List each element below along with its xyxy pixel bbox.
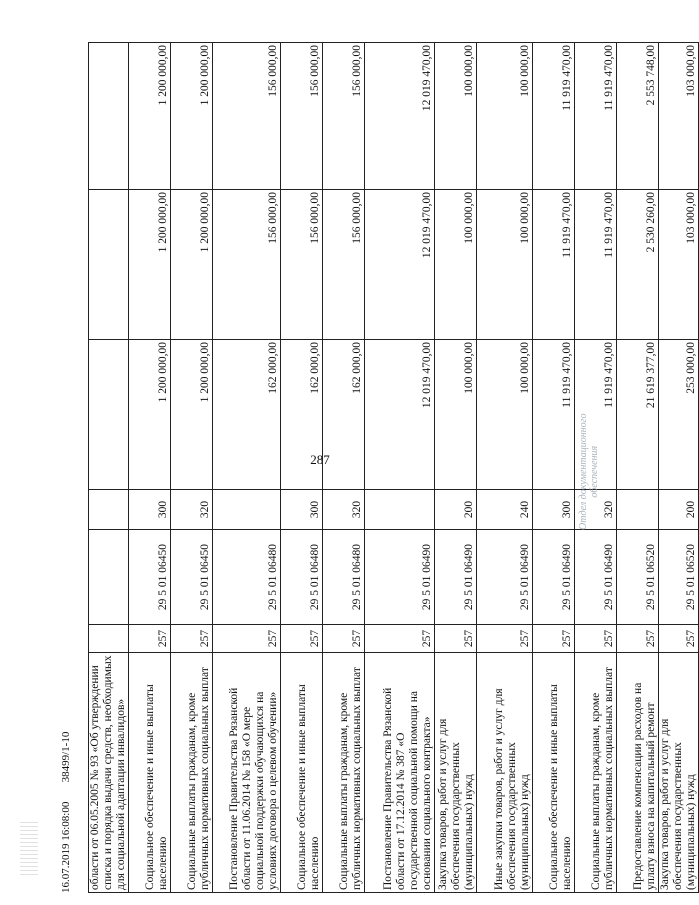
cell-name: Социальные выплаты гражданам, кроме публичных нормативных социальных выплат <box>575 653 617 893</box>
table-row <box>129 43 171 893</box>
cell-vr <box>213 490 281 530</box>
cell-code: 257 <box>171 625 213 653</box>
cell-name: Социальное обеспечение и иные выплаты населению <box>129 653 171 893</box>
cell-csr: 29 5 01 06490 <box>575 530 617 625</box>
cell-a: 21 619 377,00 <box>617 340 659 490</box>
cell-c: 156 000,00 <box>281 43 323 190</box>
budget-table-container <box>88 43 697 893</box>
cell-vr: 320 <box>575 490 617 530</box>
cell-c: 11 919 470,00 <box>575 43 617 190</box>
table-row <box>435 43 477 893</box>
cell-c: 1 200 000,00 <box>171 43 213 190</box>
cell-vr: 240 <box>477 490 533 530</box>
cell-csr: 29 5 01 06490 <box>533 530 575 625</box>
cell-b: 1 200 000,00 <box>129 190 171 340</box>
cell-code: 257 <box>365 625 435 653</box>
cell-code: 257 <box>659 625 699 653</box>
cell-name: Закупка товаров, работ и услуг для обеспечения государственных (муниципальных) нужд <box>435 653 477 893</box>
cell-vr: 320 <box>171 490 213 530</box>
cell-code: 257 <box>533 625 575 653</box>
cell-b <box>89 190 129 340</box>
cell-name: Социальное обеспечение и иные выплаты населению <box>281 653 323 893</box>
cell-name: области от 06.05.2005 № 93 «Об утверждении списка и порядка выдачи средств, необходимых для социальной адаптации инвалидов» <box>89 653 129 893</box>
table-row <box>617 43 659 893</box>
cell-a: 100 000,00 <box>477 340 533 490</box>
budget-table-body <box>89 43 699 893</box>
cell-a: 162 000,00 <box>281 340 323 490</box>
cell-csr: 29 5 01 06480 <box>213 530 281 625</box>
scan-artifact <box>20 820 38 875</box>
footer-doc-id: 38499/1-10 <box>60 731 72 783</box>
cell-code: 257 <box>129 625 171 653</box>
cell-a: 11 919 470,00 <box>575 340 617 490</box>
cell-c: 100 000,00 <box>435 43 477 190</box>
table-row <box>477 43 533 893</box>
cell-a: 12 019 470,00 <box>365 340 435 490</box>
cell-vr: 300 <box>533 490 575 530</box>
department-stamp <box>578 413 600 530</box>
cell-a: 100 000,00 <box>435 340 477 490</box>
cell-code: 257 <box>575 625 617 653</box>
cell-c: 156 000,00 <box>323 43 365 190</box>
cell-code: 257 <box>477 625 533 653</box>
table-row <box>365 43 435 893</box>
cell-name: Социальные выплаты гражданам, кроме публичных нормативных социальных выплат <box>171 653 213 893</box>
cell-name: Постановление Правительства Рязанской области от 11.06.2014 № 158 «О мере социальной поддержки обучающихся на условиях договора о целевом обучении» <box>213 653 281 893</box>
table-row <box>171 43 213 893</box>
cell-c: 100 000,00 <box>477 43 533 190</box>
cell-vr <box>617 490 659 530</box>
cell-code: 257 <box>617 625 659 653</box>
cell-vr: 320 <box>323 490 365 530</box>
cell-c: 156 000,00 <box>213 43 281 190</box>
cell-csr: 29 5 01 06480 <box>323 530 365 625</box>
cell-name: Иные закупки товаров, работ и услуг для обеспечения государственных (муниципальных) нужд <box>477 653 533 893</box>
cell-code <box>89 625 129 653</box>
table-row <box>89 43 129 893</box>
cell-b: 2 530 260,00 <box>617 190 659 340</box>
cell-c: 12 019 470,00 <box>365 43 435 190</box>
cell-csr: 29 5 01 06450 <box>171 530 213 625</box>
table-row <box>281 43 323 893</box>
cell-c: 1 200 000,00 <box>129 43 171 190</box>
cell-b: 103 000,00 <box>659 190 699 340</box>
cell-b: 1 200 000,00 <box>171 190 213 340</box>
cell-c: 11 919 470,00 <box>533 43 575 190</box>
cell-name: Постановление Правительства Рязанской области от 17.12.2014 № 387 «О государственной социальной помощи на основании социального контракта» <box>365 653 435 893</box>
cell-a: 1 200 000,00 <box>171 340 213 490</box>
cell-b: 11 919 470,00 <box>533 190 575 340</box>
cell-a: 162 000,00 <box>213 340 281 490</box>
page-number: 287 <box>310 452 330 467</box>
cell-vr: 200 <box>659 490 699 530</box>
cell-b: 100 000,00 <box>477 190 533 340</box>
cell-b: 100 000,00 <box>435 190 477 340</box>
cell-csr: 29 5 01 06490 <box>477 530 533 625</box>
cell-csr: 29 5 01 06450 <box>129 530 171 625</box>
footer-timestamp: 16.07.2019 16:08:00 <box>60 801 72 893</box>
cell-vr: 300 <box>281 490 323 530</box>
table-row <box>323 43 365 893</box>
cell-csr <box>89 530 129 625</box>
cell-csr: 29 5 01 06520 <box>617 530 659 625</box>
cell-csr: 29 5 01 06520 <box>659 530 699 625</box>
cell-vr <box>365 490 435 530</box>
cell-c: 103 000,00 <box>659 43 699 190</box>
cell-csr: 29 5 01 06480 <box>281 530 323 625</box>
table-row <box>533 43 575 893</box>
cell-b: 11 919 470,00 <box>575 190 617 340</box>
cell-vr: 300 <box>129 490 171 530</box>
cell-a: 11 919 470,00 <box>533 340 575 490</box>
budget-table <box>88 42 699 893</box>
stamp-line-1: Отдел документационного <box>578 413 589 530</box>
cell-code: 257 <box>281 625 323 653</box>
cell-csr: 29 5 01 06490 <box>365 530 435 625</box>
cell-vr: 200 <box>435 490 477 530</box>
cell-c <box>89 43 129 190</box>
footer <box>60 732 72 893</box>
cell-b: 156 000,00 <box>323 190 365 340</box>
table-row <box>659 43 699 893</box>
cell-csr: 29 5 01 06490 <box>435 530 477 625</box>
cell-name: Социальное обеспечение и иные выплаты населению <box>533 653 575 893</box>
cell-b: 12 019 470,00 <box>365 190 435 340</box>
table-row <box>213 43 281 893</box>
cell-name: Закупка товаров, работ и услуг для обеспечения государственных (муниципальных) нужд <box>659 653 699 893</box>
cell-a: 253 000,00 <box>659 340 699 490</box>
cell-c: 2 553 748,00 <box>617 43 659 190</box>
cell-code: 257 <box>323 625 365 653</box>
cell-name: Социальные выплаты гражданам, кроме публичных нормативных социальных выплат <box>323 653 365 893</box>
cell-a: 1 200 000,00 <box>129 340 171 490</box>
cell-a: 162 000,00 <box>323 340 365 490</box>
cell-a <box>89 340 129 490</box>
cell-code: 257 <box>213 625 281 653</box>
cell-b: 156 000,00 <box>281 190 323 340</box>
cell-name: Предоставление компенсации расходов на уплату взноса на капитальный ремонт <box>617 653 659 893</box>
cell-code: 257 <box>435 625 477 653</box>
cell-b: 156 000,00 <box>213 190 281 340</box>
cell-vr <box>89 490 129 530</box>
stamp-line-2: обеспечения <box>589 445 600 498</box>
